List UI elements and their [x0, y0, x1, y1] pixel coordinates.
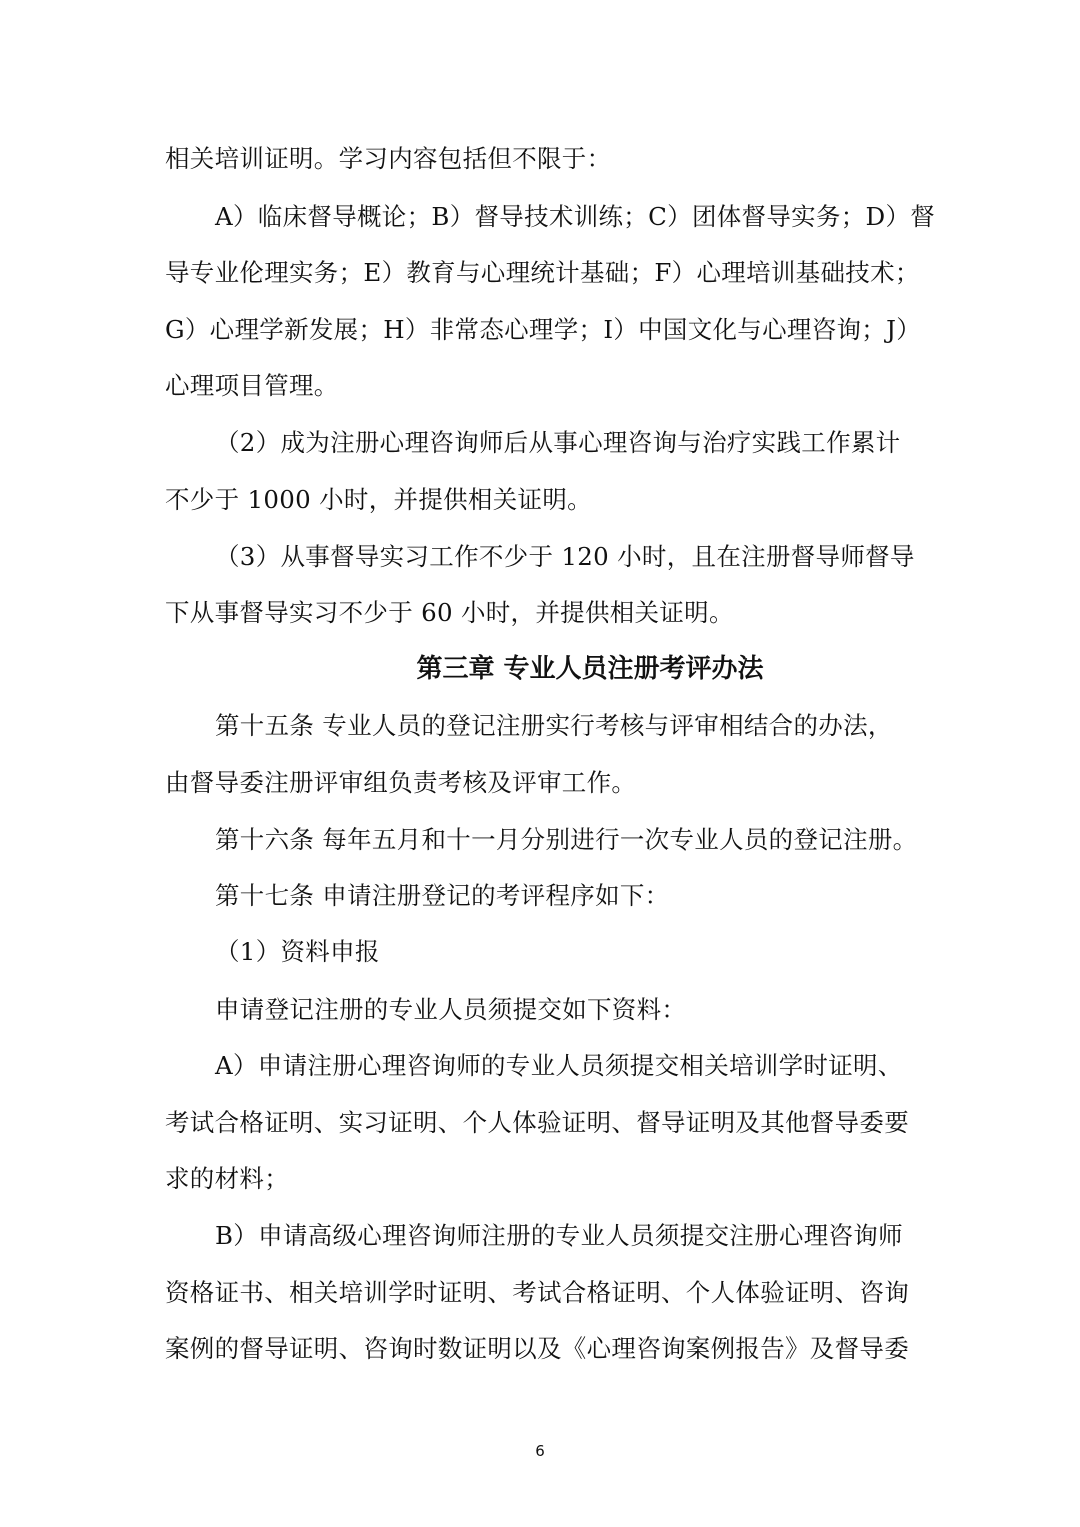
paragraph-line: 由督导委注册评审组负责考核及评审工作。 — [165, 768, 637, 797]
paragraph-line: 资格证书、相关培训学时证明、考试合格证明、个人体验证明、咨询 — [165, 1278, 909, 1307]
paragraph-line: G）心理学新发展；H）非常态心理学；I）中国文化与心理咨询；J） — [165, 315, 922, 344]
paragraph-line: 考试合格证明、实习证明、个人体验证明、督导证明及其他督导委要 — [165, 1108, 909, 1137]
paragraph-line: 第十七条 申请注册登记的考评程序如下： — [215, 881, 670, 910]
paragraph-line: 相关培训证明。学习内容包括但不限于： — [165, 144, 612, 173]
paragraph-line: 下从事督导实习不少于 60 小时，并提供相关证明。 — [165, 598, 734, 627]
paragraph-line: 第十六条 每年五月和十一月分别进行一次专业人员的登记注册。 — [215, 825, 918, 854]
paragraph-line: 不少于 1000 小时，并提供相关证明。 — [165, 485, 592, 514]
paragraph-line: A）申请注册心理咨询师的专业人员须提交相关培训学时证明、 — [215, 1051, 903, 1080]
paragraph-line: B）申请高级心理咨询师注册的专业人员须提交注册心理咨询师 — [215, 1221, 903, 1250]
paragraph-line: （3）从事督导实习工作不少于 120 小时，且在注册督导师督导 — [215, 542, 915, 571]
paragraph-line: 导专业伦理实务；E）教育与心理统计基础；F）心理培训基础技术； — [165, 258, 920, 287]
paragraph-line: 求的材料； — [165, 1164, 289, 1193]
paragraph-line: 案例的督导证明、咨询时数证明以及《心理咨询案例报告》及督导委 — [165, 1334, 909, 1363]
paragraph-line: 心理项目管理。 — [165, 371, 339, 400]
page-number: 6 — [535, 1442, 545, 1460]
chapter-heading: 第三章 专业人员注册考评办法 — [416, 654, 764, 684]
paragraph-line: 第十五条 专业人员的登记注册实行考核与评审相结合的办法， — [215, 711, 893, 740]
paragraph-line: （2）成为注册心理咨询师后从事心理咨询与治疗实践工作累计 — [215, 428, 901, 457]
paragraph-line: A）临床督导概论；B）督导技术训练；C）团体督导实务；D）督 — [215, 202, 936, 231]
paragraph-line: （1）资料申报 — [215, 937, 380, 966]
paragraph-line: 申请登记注册的专业人员须提交如下资料： — [215, 995, 687, 1024]
